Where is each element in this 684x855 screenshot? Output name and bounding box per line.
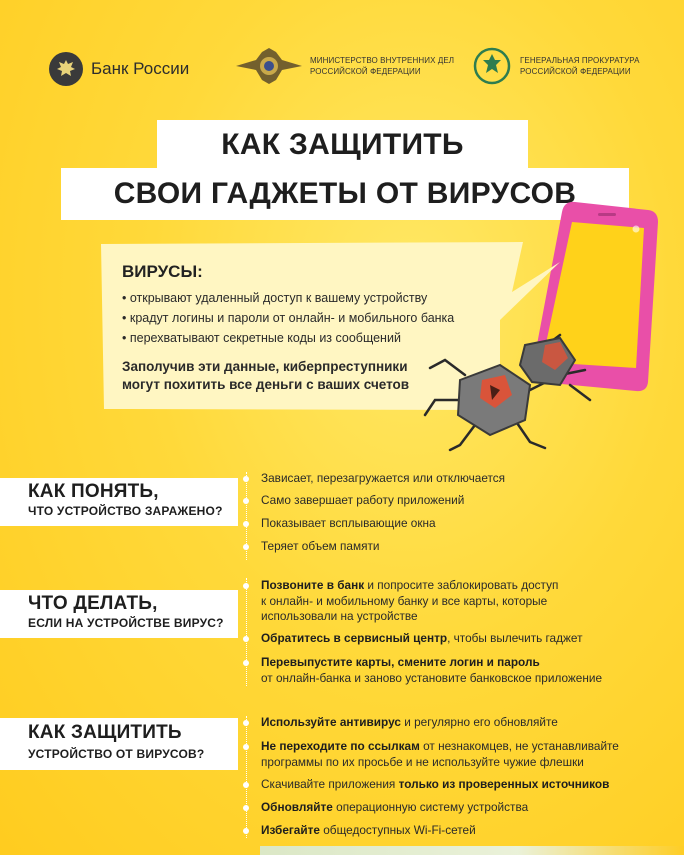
action-item: Позвоните в банк и попросите заблокировать доступ к онлайн- и мобильному банку и все карты, которые использовали на устройстве — [261, 578, 559, 623]
prosecutor-name-line2: РОССИЙСКОЙ ФЕДЕРАЦИИ — [520, 67, 631, 76]
section-label-detect — [0, 478, 238, 526]
section-title: КАК ПОНЯТЬ, — [28, 481, 159, 502]
section-title: ЧТО ДЕЛАТЬ, — [28, 593, 158, 614]
virus-item: • перехватывают секретные коды из сообщений — [122, 331, 401, 345]
protection-item: Не переходите по ссылкам от незнакомцев, не устанавливайте программы по их просьбе и не используйте чужие флешки — [261, 739, 619, 769]
section-label-protect — [0, 718, 238, 770]
action-item: Обратитесь в сервисный центр, чтобы вылечить гаджет — [261, 631, 583, 645]
virus-item: • открывают удаленный доступ к вашему устройству — [122, 291, 428, 305]
section-subtitle: ЕСЛИ НА УСТРОЙСТВЕ ВИРУС? — [28, 616, 224, 630]
bullet-dot — [243, 660, 249, 666]
bullet-dot — [243, 744, 249, 750]
virus-warning-line1: Заполучив эти данные, киберпреступники — [122, 359, 408, 374]
virus-bug-icon — [420, 330, 600, 460]
bullet-dot — [243, 476, 249, 482]
timeline-line — [246, 578, 247, 686]
symptom-item: Теряет объем памяти — [261, 539, 380, 553]
section-subtitle: ЧТО УСТРОЙСТВО ЗАРАЖЕНО? — [28, 504, 223, 518]
bullet-dot — [243, 636, 249, 642]
prosecutor-name-line1: ГЕНЕРАЛЬНАЯ ПРОКУРАТУРА — [520, 56, 640, 65]
virus-heading: ВИРУСЫ: — [122, 262, 203, 281]
bullet-dot — [243, 521, 249, 527]
protection-item: Скачивайте приложения только из проверенных источников — [261, 777, 610, 791]
bullet-dot — [243, 544, 249, 550]
virus-item: • крадут логины и пароли от онлайн- и мобильного банка — [122, 311, 455, 325]
protection-item: Избегайте общедоступных Wi-Fi-сетей — [261, 823, 476, 837]
bottom-decor-strip — [260, 846, 684, 855]
bullet-dot — [243, 828, 249, 834]
bullet-dot — [243, 498, 249, 504]
bullet-dot — [243, 782, 249, 788]
bullet-dot — [243, 805, 249, 811]
virus-warning-line2: могут похитить все деньги с ваших счетов — [122, 377, 410, 392]
mvd-name-line2: РОССИЙСКОЙ ФЕДЕРАЦИИ — [310, 67, 421, 76]
action-item: Перевыпустите карты, смените логин и пароль от онлайн-банка и заново установите банковское приложение — [261, 655, 603, 685]
mvd-name-line1: МИНИСТЕРСТВО ВНУТРЕННИХ ДЕЛ — [310, 56, 455, 65]
section-label-action — [0, 590, 238, 638]
bullet-dot — [243, 583, 249, 589]
symptom-item: Само завершает работу приложений — [261, 493, 465, 507]
protection-item: Используйте антивирус и регулярно его обновляйте — [261, 715, 558, 729]
bullet-dot — [243, 720, 249, 726]
symptom-item: Показывает всплывающие окна — [261, 516, 436, 530]
bank-of-russia-name: Банк России — [91, 59, 190, 78]
symptom-item: Зависает, перезагружается или отключается — [261, 471, 506, 485]
protection-item: Обновляйте операционную систему устройства — [261, 800, 529, 814]
timeline-line — [246, 716, 247, 838]
page-title-line1: КАК ЗАЩИТИТЬ — [157, 120, 528, 169]
section-title: КАК ЗАЩИТИТЬ — [28, 722, 182, 743]
section-subtitle: УСТРОЙСТВО ОТ ВИРУСОВ? — [28, 747, 205, 761]
page-title-line2: СВОИ ГАДЖЕТЫ ОТ ВИРУСОВ — [61, 168, 629, 220]
